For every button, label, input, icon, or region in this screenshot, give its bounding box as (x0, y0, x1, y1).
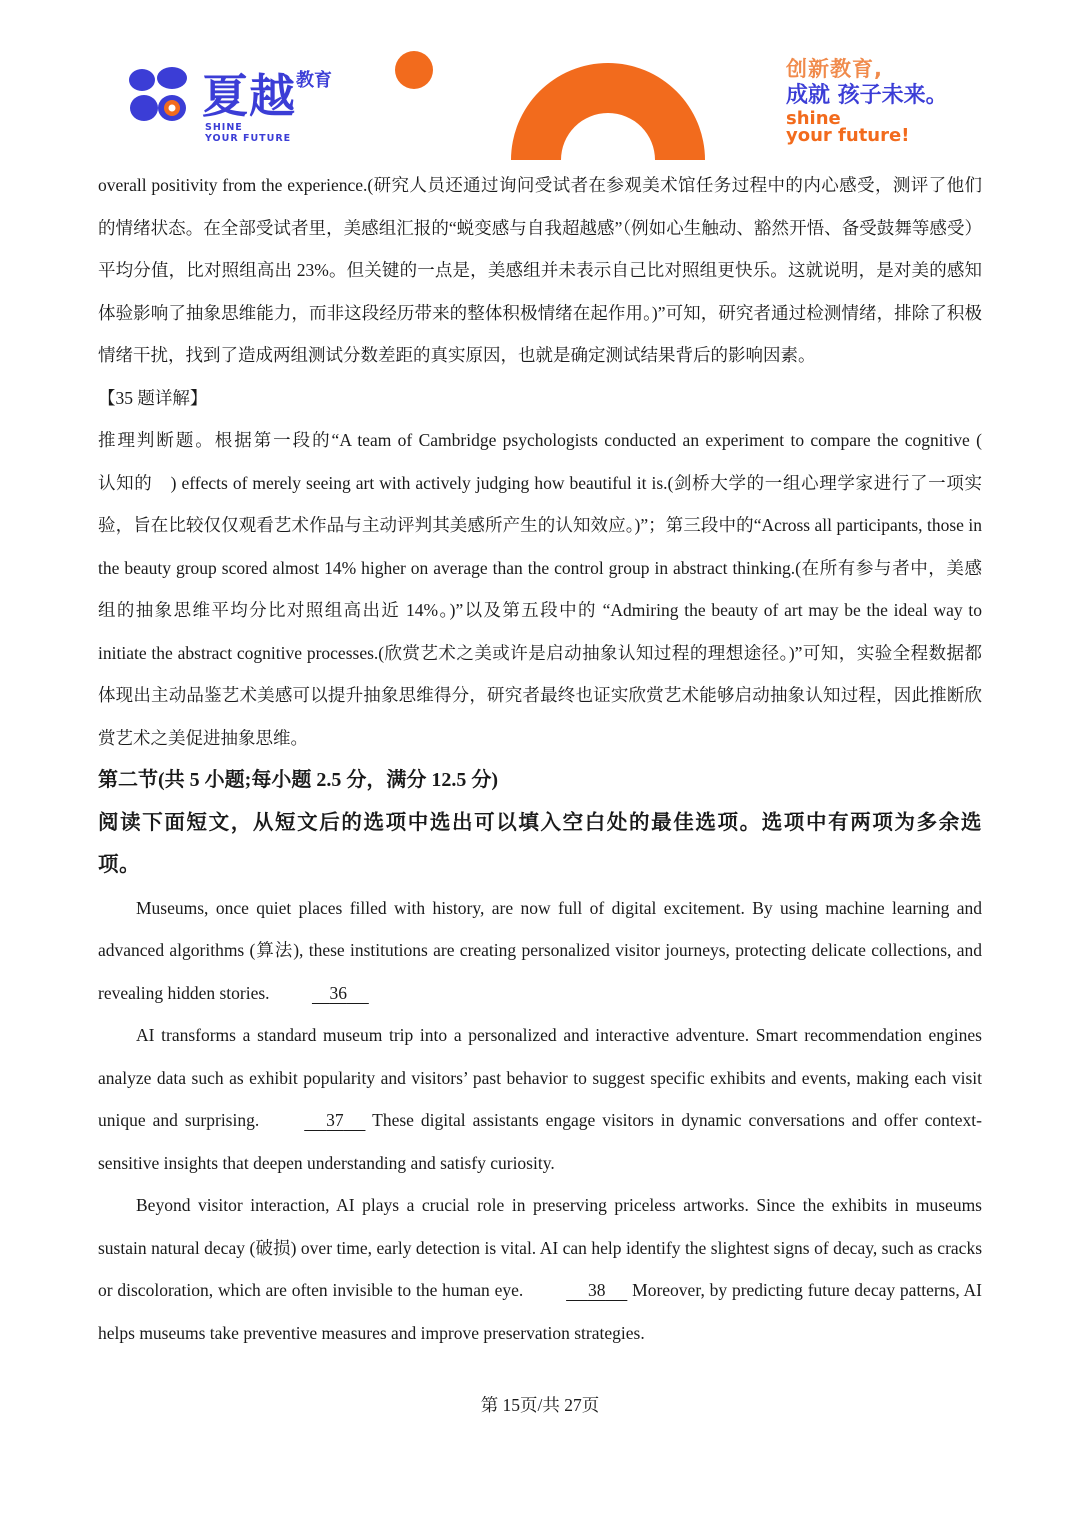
slogan-block (786, 56, 948, 144)
q35-heading: 【35 题详解】 (98, 387, 208, 408)
slogan-line-4: your future! (786, 125, 910, 146)
blank-36 (274, 972, 369, 1015)
blank-number: 38 (587, 1280, 606, 1300)
brand-subtitle: 教育 (296, 70, 332, 91)
q35-explanation: 推理判断题。根据第一段的“A team of Cambridge psychologists conducted an experiment to compare the cognitive ( 认知的 ) effects of merely seeing art with actively judging how beautiful it is.(剑桥大学的一组心理学家进行了一项实验，旨在比较仅仅观看艺术作品与主动评判其美感所产生的认知效应。)”；第三段中的“Across all participants, those in the beauty group scored almost 14% higher on average than the control group in abstract thinking.(在所有参与者中，美感组的抽象思维平均分比对照组高出近 14%。)”以及第五段中的 “Admiring the beauty of art may be the ideal way to initiate the abstract cognitive processes.(欣赏艺术之美或许是启动抽象认知过程的理想途径。)”可知，实验全程数据都体现出主动品鉴艺术美感可以提升抽象思维得分，研究者最终也证实欣赏艺术能够启动抽象认知过程，因此推断欣赏艺术之美促进抽象思维。 (98, 430, 1017, 748)
passage-text: Beyond visitor interaction, AI plays a crucial role in preserving priceless artworks. Since the exhibits in museums sustain natural decay (破损) over time, early detection is vital. AI can help identify the slightest signs of decay, such as cracks or discoloration, which are often invisible to the human eye. (98, 1195, 982, 1300)
brand-logo-icon (128, 66, 190, 124)
slogan-line-1: 创新教育, (786, 57, 883, 81)
brand-tagline-line-1: SHINE (205, 122, 243, 133)
q34-explanation-tail: overall positivity from the experience.(研究人员还通过询问受试者在参观美术馆任务过程中的内心感受，测评了他们的情绪状态。在全部受试者里，美感组汇报的“蜕变感与自我超越感”（例如心生触动、豁然开悟、备受鼓舞等感受）平均分值，比对照组高出 23%。但关键的一点是，美感组并未表示自己比对照组更快乐。这就说明，是对美的感知体验影响了抽象思维能力，而非这段经历带来的整体积极情绪在起作用。)”可知，研究者通过检测情绪，排除了积极情绪干扰，找到了造成两组测试分数差距的真实原因，也就是确定测试结果背后的影响因素。 (98, 175, 982, 365)
slogan-line-2: 成就 孩子未来。 (786, 83, 948, 108)
section-title: 第二节(共 5 小题;每小题 2.5 分，满分 12.5 分) (98, 769, 498, 791)
decorative-arch-graphic (380, 45, 720, 165)
passage-text: These digital assistants engage visitors in dynamic conversations and offer context-sensitive insights that deepen understanding and satisfy curiosity. (98, 1110, 982, 1173)
section-instruction: 阅读下面短文，从短文后的选项中选出可以填入空白处的最佳选项。选项中有两项为多余选项。 (98, 811, 982, 876)
page-number: 第 15页/共 27页 (480, 1395, 600, 1415)
passage-paragraph-1 (98, 887, 982, 1015)
blank-37 (266, 1099, 365, 1142)
brand-name: 夏越 (202, 69, 296, 123)
brand-tagline (205, 122, 291, 144)
slogan-line-3: shine (786, 108, 841, 129)
page-header (0, 0, 1080, 170)
passage-text: Museums, once quiet places filled with history, are now full of digital excitement. By using machine learning and advanced algorithms (算法), these institutions are creating personalized visitor journeys, protecting delicate collections, and revealing hidden stories. (98, 897, 982, 1003)
page-content (98, 164, 1017, 1354)
passage-paragraph-2 (98, 1014, 982, 1184)
passage-text: AI transforms a standard museum trip into a personalized and interactive adventure. Smart recommendation engines analyze data such as exhibit popularity and visitors’ past behavior to suggest specific exhibits and events, making each visit unique and surprising. (98, 1025, 982, 1130)
blank-number: 36 (329, 982, 347, 1003)
blank-number: 37 (326, 1110, 344, 1130)
blank-38 (528, 1269, 627, 1312)
passage-paragraph-3 (98, 1184, 982, 1354)
brand-tagline-line-2: YOUR FUTURE (205, 133, 292, 144)
passage-text: Moreover, by predicting future decay patterns, AI helps museums take preventive measures and improve preservation strategies. (98, 1280, 983, 1343)
